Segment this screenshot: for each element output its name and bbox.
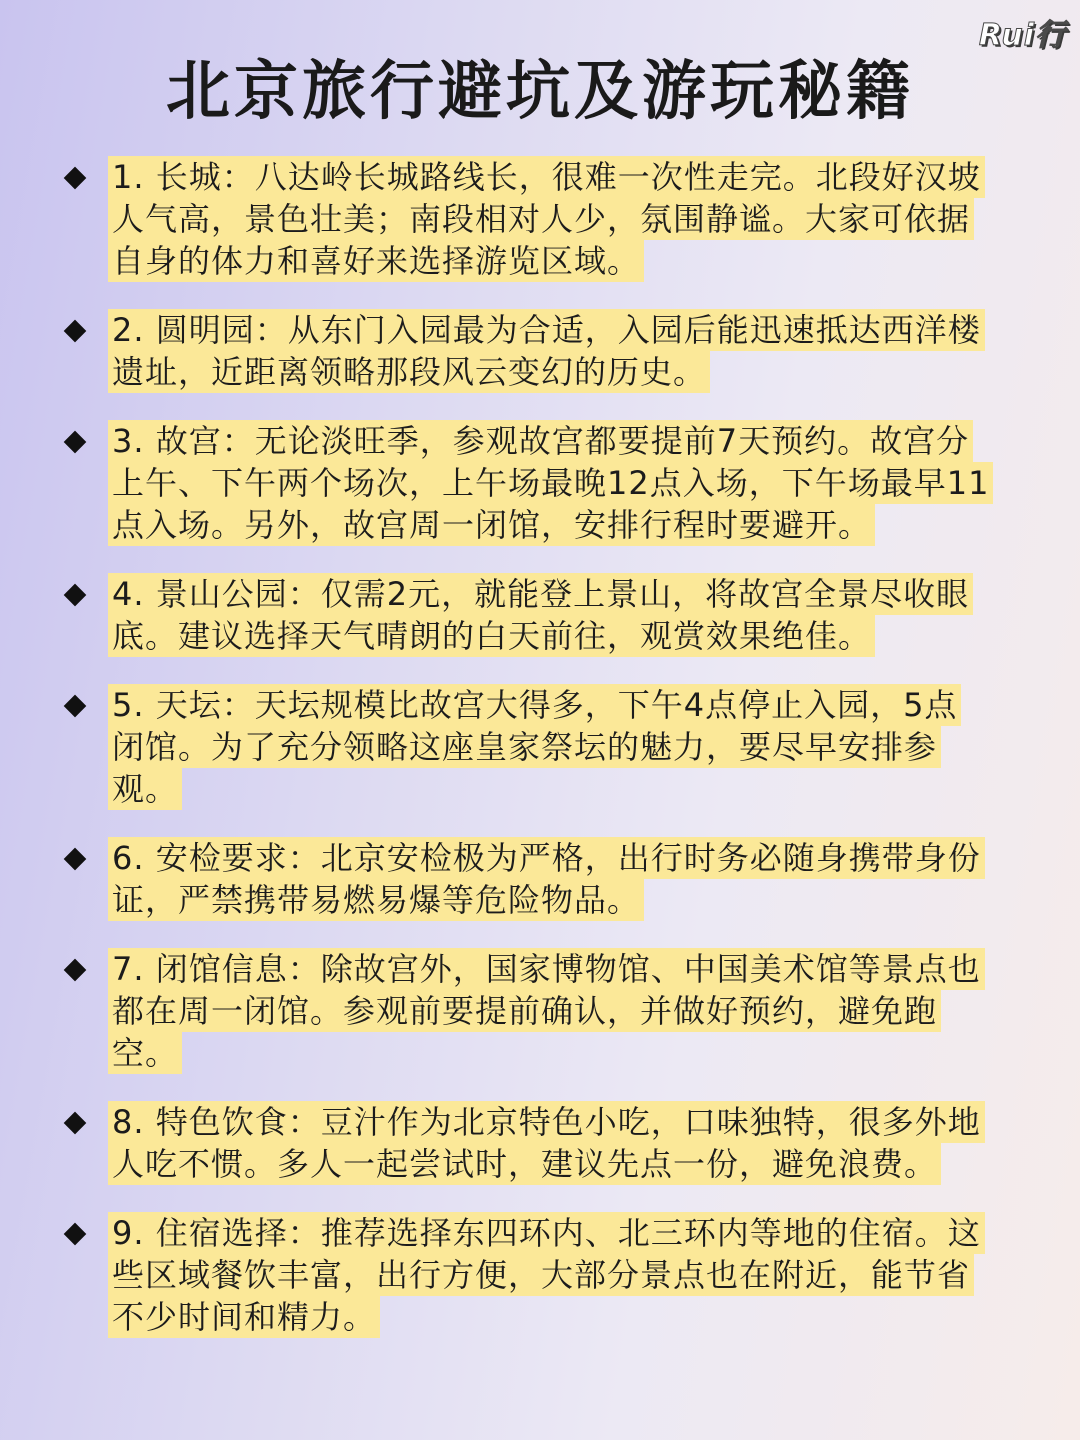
tip-text: 3. 故宫：无论淡旺季，参观故宫都要提前7天预约。故宫分上午、下午两个场次，上午场最晚12点入场，下午场最早11点入场。另外，故宫周一闭馆，安排行程时要避开。 bbox=[108, 420, 990, 546]
tip-text: 8. 特色饮食：豆汁作为北京特色小吃，口味独特，很多外地人吃不惯。多人一起尝试时，建议先点一份，避免浪费。 bbox=[108, 1101, 990, 1185]
diamond-bullet-icon bbox=[64, 695, 87, 718]
tip-text: 2. 圆明园：从东门入园最为合适，入园后能迅速抵达西洋楼遗址，近距离领略那段风云变幻的历史。 bbox=[108, 309, 990, 393]
tip-item-local-food bbox=[60, 1101, 990, 1185]
diamond-bullet-icon bbox=[64, 320, 87, 343]
page-title: 北京旅行避坑及游玩秘籍 bbox=[166, 55, 914, 129]
diamond-bullet-icon bbox=[64, 959, 87, 982]
tip-item-great-wall bbox=[60, 156, 990, 282]
diamond-bullet-icon bbox=[64, 1112, 87, 1135]
tip-item-security-check bbox=[60, 837, 990, 921]
brand-watermark: Rui行 bbox=[978, 18, 1066, 53]
diamond-bullet-icon bbox=[64, 1223, 87, 1246]
tip-item-temple-of-heaven bbox=[60, 684, 990, 810]
tip-text: 4. 景山公园：仅需2元，就能登上景山，将故宫全景尽收眼底。建议选择天气晴朗的白天前往，观赏效果绝佳。 bbox=[108, 573, 990, 657]
diamond-bullet-icon bbox=[64, 848, 87, 871]
tip-item-forbidden-city bbox=[60, 420, 990, 546]
tip-text: 6. 安检要求：北京安检极为严格，出行时务必随身携带身份证，严禁携带易燃易爆等危险物品。 bbox=[108, 837, 990, 921]
tips-list bbox=[60, 156, 990, 1365]
diamond-bullet-icon bbox=[64, 431, 87, 454]
tip-text: 1. 长城：八达岭长城路线长，很难一次性走完。北段好汉坡人气高，景色壮美；南段相对人少，氛围静谧。大家可依据自身的体力和喜好来选择游览区域。 bbox=[108, 156, 990, 282]
diamond-bullet-icon bbox=[64, 167, 87, 190]
tip-item-yuanmingyuan bbox=[60, 309, 990, 393]
tip-item-jingshan-park bbox=[60, 573, 990, 657]
tip-text: 9. 住宿选择：推荐选择东四环内、北三环内等地的住宿。这些区域餐饮丰富，出行方便，大部分景点也在附近，能节省不少时间和精力。 bbox=[108, 1212, 990, 1338]
tip-text: 5. 天坛：天坛规模比故宫大得多，下午4点停止入园，5点闭馆。为了充分领略这座皇家祭坛的魅力，要尽早安排参观。 bbox=[108, 684, 990, 810]
tip-item-accommodation bbox=[60, 1212, 990, 1338]
diamond-bullet-icon bbox=[64, 584, 87, 607]
tip-text: 7. 闭馆信息：除故宫外，国家博物馆、中国美术馆等景点也都在周一闭馆。参观前要提前确认，并做好预约，避免跑空。 bbox=[108, 948, 990, 1074]
tip-item-closing-info bbox=[60, 948, 990, 1074]
